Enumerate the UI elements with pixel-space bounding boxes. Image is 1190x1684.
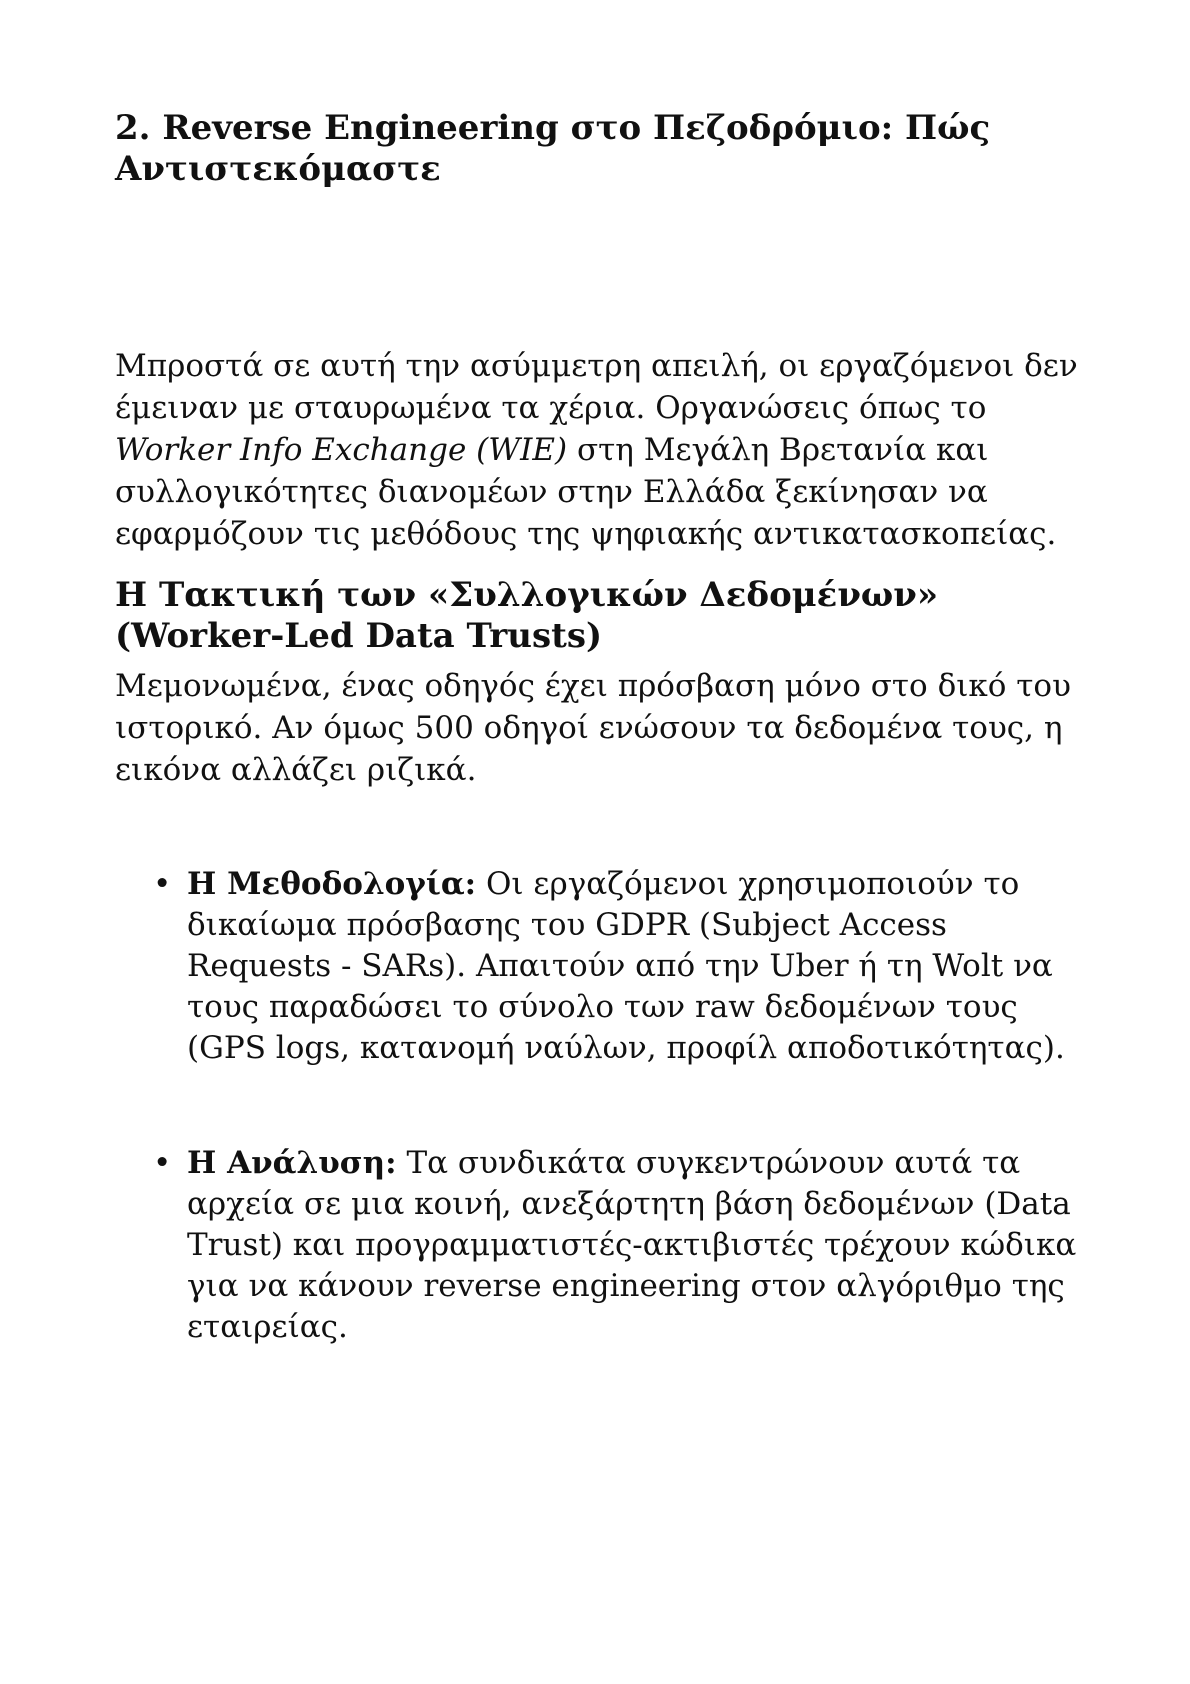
document-page	[115, 108, 1095, 1348]
subsection-paragraph: Μεμονωμένα, ένας οδηγός έχει πρόσβαση μόνο στο δικό του ιστορικό. Αν όμως 500 οδηγοί ενώσουν τα δεδομένα τους, η εικόνα αλλάζει ριζικά.	[115, 668, 1071, 788]
bullet-methodology	[115, 864, 1095, 1069]
bullet-list	[115, 864, 1095, 1348]
intro-paragraph	[115, 345, 1095, 555]
bullet-analysis	[115, 1143, 1095, 1348]
intro-text-start: Μπροστά σε αυτή την ασύμμετρη απειλή, οι εργαζόμενοι δεν έμειναν με σταυρωμένα τα χέρια. Οργανώσεις όπως το	[115, 348, 1078, 426]
bullet-text: Τα συνδικάτα συγκεντρώνουν αυτά τα αρχεία σε μια κοινή, ανεξάρτητη βάση δεδομένων (Data Trust) και προγραμματιστές-ακτιβιστές τρέχουν κώδικα για να κάνουν reverse engineering στον αλγόριθμο της εταιρείας.	[187, 1145, 1077, 1345]
bullet-text: Οι εργαζόμενοι χρησιμοποιούν το δικαίωμα πρόσβασης του GDPR (Subject Access Requests - SARs). Απαιτούν από την Uber ή τη Wolt να τους παραδώσει το σύνολο των raw δεδομένων τους (GPS logs, κατανομή ναύλων, προφίλ αποδοτικότητας).	[187, 866, 1065, 1066]
bullet-label: Η Ανάλυση:	[187, 1145, 397, 1181]
intro-text-end: στη Μεγάλη Βρετανία και συλλογικότητες διανομέων στην Ελλάδα ξεκίνησαν να εφαρμόζουν τις μεθόδους της ψηφιακής αντικατασκοπείας.	[115, 432, 1057, 552]
bullet-label: Η Μεθοδολογία:	[187, 866, 477, 902]
organization-name: Worker Info Exchange (WIE)	[115, 432, 568, 468]
bullet-dot-icon: •	[153, 1145, 172, 1181]
section-title: 2. Reverse Engineering στο Πεζοδρόμιο: Πώς Αντιστεκόμαστε	[115, 108, 991, 189]
bullet-dot-icon: •	[153, 866, 172, 902]
subsection-heading: Η Τακτική των «Συλλογικών Δεδομένων» (Worker-Led Data Trusts)	[115, 575, 939, 656]
